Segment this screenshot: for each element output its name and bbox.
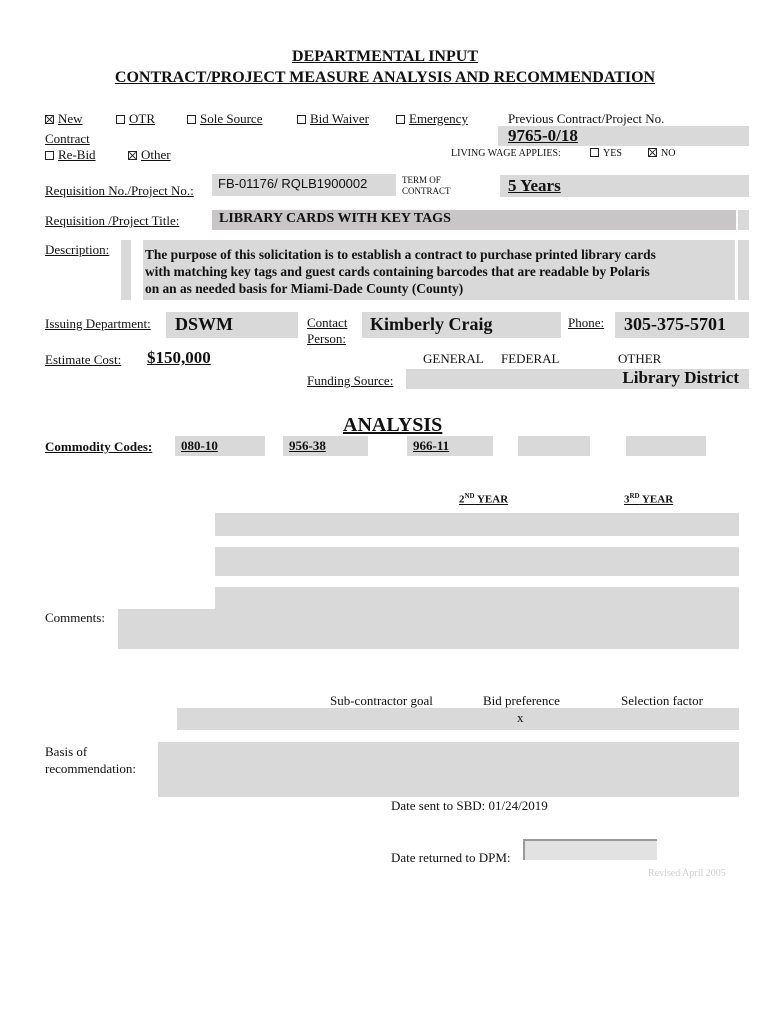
form-title: DEPARTMENTAL INPUT — [292, 48, 478, 65]
commodity-code-3[interactable]: 966-11 — [407, 436, 493, 456]
checked-box-icon — [45, 115, 54, 124]
requisition-label: Requisition No./Project No.: — [45, 183, 194, 198]
funding-source-label: Funding Source: — [307, 373, 394, 388]
living-wage-label: LIVING WAGE APPLIES: — [451, 148, 561, 159]
living-wage-no[interactable]: NO — [648, 147, 675, 159]
basis-field[interactable] — [158, 742, 739, 797]
date-returned-field[interactable] — [523, 839, 657, 860]
term-label: TERM OF CONTRACT — [402, 175, 451, 196]
federal-label: FEDERAL — [501, 351, 560, 366]
subcontractor-goal-label: Sub-contractor goal — [330, 693, 433, 708]
description-text: The purpose of this solicitation is to establish a contract to purchase printed library cards with matching key tags and guest cards containing barcodes that are readable by Polaris on an as needed basis for Miami-Dade County (County) — [145, 247, 656, 296]
general-label: GENERAL — [423, 351, 484, 366]
rebid-checkbox[interactable]: Re-Bid — [45, 147, 96, 163]
checked-box-icon — [648, 148, 657, 157]
emergency-checkbox[interactable]: Emergency — [396, 111, 468, 127]
empty-box-icon — [590, 148, 599, 157]
commodity-code-1[interactable]: 080-10 — [175, 436, 265, 456]
empty-box-icon — [45, 151, 54, 160]
analysis-row-2[interactable] — [215, 547, 739, 576]
other-funding-label: OTHER — [618, 351, 662, 366]
date-sent-label: Date sent to SBD: 01/24/2019 — [391, 798, 548, 813]
living-wage-yes[interactable]: YES — [590, 147, 622, 159]
comments-field[interactable] — [118, 609, 739, 649]
phone-field[interactable]: 305-375-5701 — [615, 312, 749, 338]
empty-box-icon — [187, 115, 196, 124]
estimate-cost-label: Estimate Cost: — [45, 352, 122, 367]
bid-waiver-checkbox[interactable]: Bid Waiver — [297, 111, 369, 127]
commodity-code-2[interactable]: 956-38 — [283, 436, 368, 456]
form-subtitle: CONTRACT/PROJECT MEASURE ANALYSIS AND RECOMMENDATION — [114, 69, 656, 86]
phone-label: Phone: — [568, 315, 605, 330]
sole-source-checkbox[interactable]: Sole Source — [187, 111, 262, 127]
empty-box-icon — [297, 115, 306, 124]
project-title-label: Requisition /Project Title: — [45, 213, 180, 228]
description-label: Description: — [45, 242, 110, 257]
other-checkbox[interactable]: Other — [128, 147, 171, 163]
description-field-gap — [131, 240, 143, 300]
revised-note: Revised April 2005 — [648, 868, 726, 879]
issuing-department-label: Issuing Department: — [45, 316, 151, 331]
previous-contract-label: Previous Contract/Project No. — [508, 111, 665, 126]
analysis-heading: ANALYSIS — [343, 414, 443, 436]
commodity-codes-label: Commodity Codes: — [45, 439, 153, 454]
analysis-row-1[interactable] — [215, 513, 739, 536]
project-title-field[interactable]: LIBRARY CARDS WITH KEY TAGS — [212, 210, 736, 230]
factors-field[interactable] — [177, 708, 739, 730]
contact-person-label: Contact Person: — [307, 315, 348, 346]
third-year-label: 3RD YEAR — [624, 492, 674, 506]
new-checkbox[interactable]: New — [45, 111, 83, 127]
empty-box-icon — [116, 115, 125, 124]
commodity-code-4[interactable] — [518, 436, 590, 456]
contract-label: Contract — [45, 131, 90, 146]
analysis-row-3[interactable] — [215, 587, 739, 609]
requisition-field[interactable]: FB-01176/ RQLB1900002 — [212, 174, 396, 196]
date-returned-label: Date returned to DPM: — [391, 850, 511, 865]
project-title-field-end — [738, 210, 749, 230]
checked-box-icon — [128, 151, 137, 160]
funding-source-field[interactable]: Library District — [406, 369, 749, 389]
basis-label: Basis of recommendation: — [45, 744, 136, 776]
selection-factor-label: Selection factor — [621, 693, 703, 708]
empty-box-icon — [396, 115, 405, 124]
description-field-end — [738, 240, 749, 300]
second-year-label: 2ND YEAR — [459, 492, 509, 506]
previous-contract-field[interactable]: 9765-0/18 — [498, 126, 749, 146]
contact-person-field[interactable]: Kimberly Craig — [362, 312, 561, 338]
estimate-cost-value: $150,000 — [147, 348, 211, 367]
otr-checkbox[interactable]: OTR — [116, 111, 155, 127]
commodity-code-5[interactable] — [626, 436, 706, 456]
issuing-department-field[interactable]: DSWM — [166, 312, 298, 338]
term-field[interactable]: 5 Years — [500, 175, 749, 197]
comments-label: Comments: — [45, 610, 105, 625]
description-field[interactable] — [121, 240, 735, 300]
bid-preference-label: Bid preference — [483, 693, 560, 708]
bid-preference-value: x — [517, 710, 524, 725]
